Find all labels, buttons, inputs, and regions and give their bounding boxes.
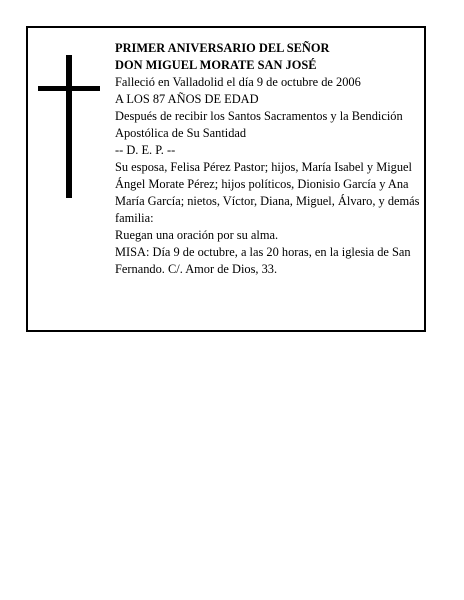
title-line-2: DON MIGUEL MORATE SAN JOSÉ [115, 58, 317, 72]
cross-horizontal-bar [38, 86, 100, 91]
death-info: Falleció en Valladolid el día 9 de octubre de 2006 [115, 75, 361, 89]
rip-line: -- D. E. P. -- [115, 143, 176, 157]
family-text: Su esposa, Felisa Pérez Pastor; hijos, María Isabel y Miguel Ángel Morate Pérez; hijos políticos, Dionisio García y Ana María García; nietos, Víctor, Diana, Miguel, Álvaro, y demás familia: [115, 160, 420, 225]
obituary-notice [26, 26, 426, 332]
sacraments-text: Después de recibir los Santos Sacramentos y la Bendición Apostólica de Su Santidad [115, 109, 403, 140]
prayer-text: Ruegan una oración por su alma. [115, 228, 279, 242]
title-line-1: PRIMER ANIVERSARIO DEL SEÑOR [115, 41, 330, 55]
notice-text [115, 40, 425, 278]
age-line: A LOS 87 AÑOS DE EDAD [115, 92, 259, 106]
cross-vertical-bar [66, 55, 72, 198]
mass-info: MISA: Día 9 de octubre, a las 20 horas, en la iglesia de San Fernando. C/. Amor de Dios, 33. [115, 245, 411, 276]
